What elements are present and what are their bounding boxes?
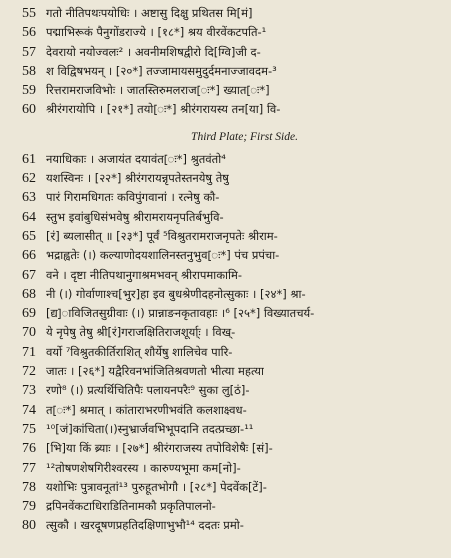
line-text: वर्यो ⁷विश्रुतकीर्तिराशित् शौर्येषु शालिचेव पारि- bbox=[46, 344, 233, 359]
line-number: 74 bbox=[22, 402, 36, 418]
line-text: श्रीरंगरायोपि । [२१*] तयो[ः*] श्रीरंगरायस्य तन[या] वि- bbox=[46, 102, 281, 117]
plate-heading: Third Plate; First Side. bbox=[191, 130, 298, 143]
text-line bbox=[6, 62, 443, 81]
line-number: 71 bbox=[22, 344, 36, 360]
text-line bbox=[6, 227, 443, 246]
line-text: ये नृपेषु तेषु श्री[रं]गराजक्षितिराजशूर्या्ः । विख्- bbox=[46, 325, 236, 340]
line-number: 68 bbox=[22, 286, 36, 302]
text-line bbox=[6, 478, 443, 497]
line-number: 66 bbox=[22, 248, 36, 264]
text-line bbox=[6, 208, 443, 227]
line-text: द्रपिनवेंकटाधिराडितिनामकौ प्रकृतिपालनो- bbox=[46, 499, 216, 514]
line-number: 59 bbox=[22, 83, 36, 99]
line-text: देवरायो नयोज्वलः² । अवनीमशिषद्वीरो दि[ग्वि]जी द- bbox=[46, 44, 261, 59]
line-number: 67 bbox=[22, 267, 36, 283]
text-line bbox=[6, 81, 443, 100]
line-number: 73 bbox=[22, 383, 36, 399]
line-number: 60 bbox=[22, 102, 36, 118]
line-text: पारं गिरामधिगतः कविपुंगवानां । रत्नेषु कौ- bbox=[46, 190, 220, 205]
line-text: पद्माभिरूकं पैनुगोंडराज्ये । [१८*] श्रय वीरवेंकटपति-¹ bbox=[46, 25, 267, 40]
bottom-lines-block bbox=[6, 150, 443, 536]
text-line bbox=[6, 362, 443, 381]
line-number: 58 bbox=[22, 63, 36, 79]
line-text: रित्तरामराजविभोः । जातस्तिरुमलराज[ः*] ख्यात[ः*] bbox=[46, 83, 270, 98]
line-number: 80 bbox=[22, 518, 36, 534]
text-line bbox=[6, 285, 443, 304]
text-line bbox=[6, 304, 443, 323]
line-number: 75 bbox=[22, 421, 36, 437]
text-line bbox=[6, 497, 443, 516]
text-line bbox=[6, 516, 443, 535]
text-line bbox=[6, 439, 443, 458]
text-line bbox=[6, 100, 443, 119]
text-line bbox=[6, 4, 443, 23]
line-number: 62 bbox=[22, 171, 36, 187]
line-number: 69 bbox=[22, 306, 36, 322]
line-number: 76 bbox=[22, 441, 36, 457]
line-number: 64 bbox=[22, 209, 36, 225]
line-text: रणो⁸ (।) प्रत्यर्थिचितिपैः पलायनपरैः⁹ सुका लु[ठं]- bbox=[46, 383, 250, 398]
line-text: [भि]या किं ब्र्याः । [२७*] श्रीरंगराजस्य तपोविशेषैः [सं]- bbox=[46, 441, 273, 456]
text-line bbox=[6, 150, 443, 169]
line-number: 78 bbox=[22, 479, 36, 495]
text-line bbox=[6, 169, 443, 188]
line-text: जातः । [२६*] यद्वैरिवनभांजितिश्रवणतो भीत्या महत्या bbox=[46, 364, 264, 379]
line-text: यशस्विनः । [२२*] श्रीरंगरायन्नृपतेस्तनयेषु तेषु bbox=[46, 171, 229, 186]
line-number: 55 bbox=[22, 6, 36, 21]
line-text: ¹²तोषणशेषगिरीश्वरस्य । कारुण्यभूमा कम[नो]- bbox=[46, 460, 241, 475]
line-text: [द्य]ाविजितसुग्रीवाः (।) प्रान्नाङनकृतावहाः ।⁶ [२५*] विख्यातचर्य- bbox=[46, 306, 315, 321]
line-text: त[ः*] श्रमात् । कांताराभरणीभवंति कलशाक्ष्वध- bbox=[46, 402, 247, 417]
line-text: भद्राह्वतेः (।) कल्याणोदयशालिनस्तनुभुव[ः*] पंच प्रपंचा- bbox=[46, 248, 280, 263]
text-line bbox=[6, 401, 443, 420]
text-line bbox=[6, 381, 443, 400]
line-text: यशोभिः पुत्रावनूतां¹³ पुरुहूतभोगौ । [२८*] पेदवेंक[टें]- bbox=[46, 479, 267, 494]
text-line bbox=[6, 188, 443, 207]
line-number: 70 bbox=[22, 325, 36, 341]
line-text: वने । दृष्टा नीतिपथानुगाश्रमभवन् श्रीरापमाकामि- bbox=[46, 267, 243, 282]
top-lines-block bbox=[6, 4, 443, 120]
line-number: 79 bbox=[22, 499, 36, 515]
line-text: [रं] ब्यलासीत् ॥ [२३*] पूर्वं ⁵विश्रुतरामराजनृपतेः श्रीराम- bbox=[46, 228, 278, 243]
text-line bbox=[6, 43, 443, 62]
text-line bbox=[6, 246, 443, 265]
line-number: 77 bbox=[22, 460, 36, 476]
text-line bbox=[6, 266, 443, 285]
text-line bbox=[6, 323, 443, 342]
line-text: श विद्विषभयन् । [२०*] तज्जामायसमुदुर्दमनाज्जावदम-³ bbox=[46, 63, 277, 78]
line-text: ¹⁰[जं]कांचिता(।)स्नुभ्रार्जवभिभूपदानि तदत्प्रच्छा-¹¹ bbox=[46, 421, 254, 436]
line-number: 72 bbox=[22, 364, 36, 380]
line-number: 56 bbox=[22, 25, 36, 41]
line-number: 65 bbox=[22, 228, 36, 244]
line-text: नी (।) गोर्वाणाश्च[भुर]हा इव बुधश्रेणीदहनोत्सुकाः । [२४*] श्रा- bbox=[46, 286, 306, 301]
text-line bbox=[6, 420, 443, 439]
text-line bbox=[6, 459, 443, 478]
line-text: त्सुकौ । खरदूषणप्रहतिदक्षिणाभुभौ¹⁴ ददतः प्रमो- bbox=[46, 518, 244, 533]
line-text: स्तुभ इवांबुधिसंभवेषु श्रीरामरायनृपतिर्बभुवि- bbox=[46, 209, 224, 224]
line-number: 61 bbox=[22, 151, 36, 167]
line-number: 57 bbox=[22, 44, 36, 60]
text-line bbox=[6, 343, 443, 362]
text-line bbox=[6, 23, 443, 42]
line-text: गतो नीतिपथःपयोधिः । अष्टासु दिक्षु प्रथितस मि[मं] bbox=[46, 6, 253, 20]
line-number: 63 bbox=[22, 190, 36, 206]
line-text: नयाधिकाः । अजायंत दयावंत[ः*] श्रुतवंतो⁴ bbox=[46, 151, 226, 166]
